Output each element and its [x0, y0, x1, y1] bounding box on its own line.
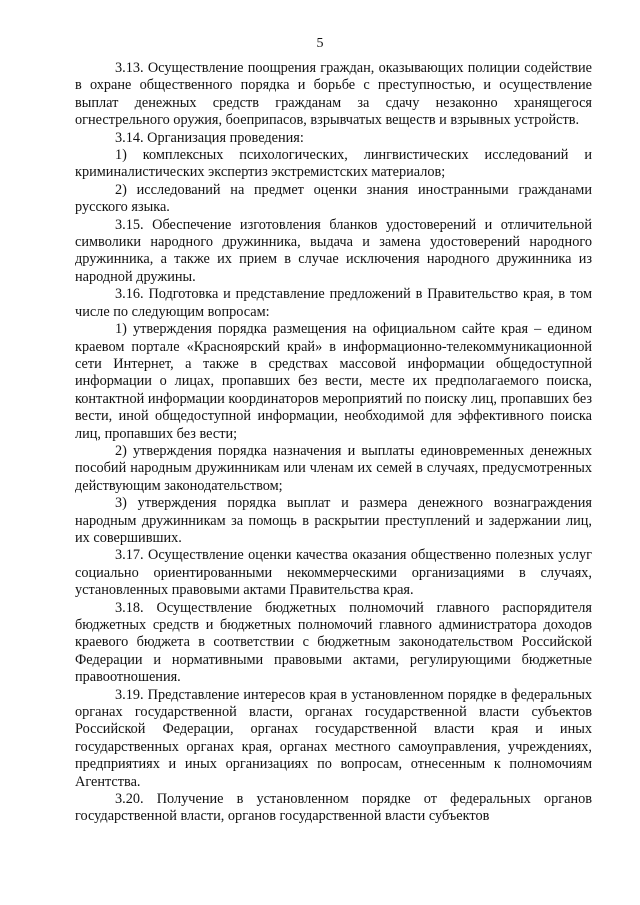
paragraph-3-19: 3.19. Представление интересов края в установленном порядке в федеральных органах государственной власти, органах государственной власти субъектов Российской Федерации, органах государственной власти края и иных государственных органах края, органах местного самоуправления, учреждениях, предприятиях и иных организациях по вопросам, отнесенным к полномочиям Агентства. [75, 686, 592, 790]
page-number: 5 [316, 36, 324, 51]
paragraph-3-14-item-1: 1) комплексных психологических, лингвистических исследований и криминалистических экспертиз экстремистских материалов; [75, 147, 592, 181]
paragraph-3-17: 3.17. Осуществление оценки качества оказания общественно полезных услуг социально ориентированными некоммерческими организациями в случаях, установленных правовыми актами Правительства края. [75, 547, 592, 599]
paragraph-3-14: 3.14. Организация проведения: [115, 129, 304, 146]
paragraph-3-14-item-2: 2) исследований на предмет оценки знания иностранными гражданами русского языка. [75, 181, 592, 216]
paragraph-3-20: 3.20. Получение в установленном порядке от федеральных органов государственной власти, органов государственной власти субъектов [75, 791, 592, 825]
paragraph-3-15: 3.15. Обеспечение изготовления бланков удостоверений и отличительной символики народного дружинника, выдача и замена удостоверений народного дружинника, а также их прием в случае исключения народного дружинника из народной дружины. [75, 216, 592, 285]
document-body [75, 60, 592, 826]
paragraph-3-18: 3.18. Осуществление бюджетных полномочий главного распорядителя бюджетных средств и бюджетных полномочий главного администратора доходов краевого бюджета в соответствии с бюджетным законодательством Российской Федерации и нормативными правовыми актами, регулирующими бюджетные правоотношения. [75, 599, 592, 686]
paragraph-3-16: 3.16. Подготовка и представление предложений в Правительство края, в том числе по следующим вопросам: [75, 286, 592, 320]
paragraph-3-16-item-1: 1) утверждения порядка размещения на официальном сайте края – едином краевом портале «Красноярский край» в информационно-телекоммуникационной сети Интернет, а также в средствах массовой информации общедоступной информации о лицах, пропавших без вести, месте их предполагаемого поиска, контактной информации координаторов мероприятий по поиску лиц, пропавших без вести, иной общедоступной информации, необходимой для эффективного поиска лиц, пропавших без вести; [75, 321, 592, 442]
paragraph-3-13: 3.13. Осуществление поощрения граждан, оказывающих полиции содействие в охране общественного порядка и борьбе с преступностью, и осуществление выплат денежных средств гражданам за сдачу незаконно хранящегося огнестрельного оружия, боеприпасов, взрывчатых веществ и взрывных устройств. [75, 60, 592, 129]
paragraph-3-16-item-3: 3) утверждения порядка выплат и размера денежного вознаграждения народным дружинникам за помощь в раскрытии преступлений и задержании лиц, их совершивших. [75, 495, 592, 546]
paragraph-3-16-item-2: 2) утверждения порядка назначения и выплаты единовременных денежных пособий народным дружинникам или членам их семей в случаях, предусмотренных действующим законодательством; [75, 442, 592, 494]
